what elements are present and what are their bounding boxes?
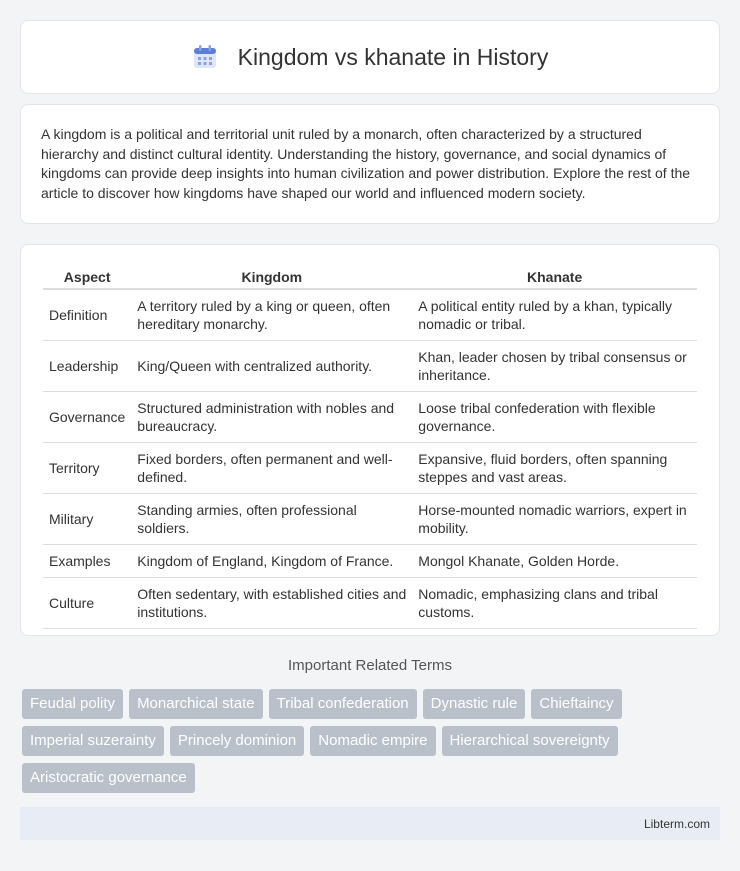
footer [20, 807, 720, 840]
related-terms-title: Important Related Terms [288, 657, 452, 674]
cell-aspect: Examples [43, 545, 131, 578]
cell-aspect: Culture [43, 578, 131, 629]
cell-kingdom: Fixed borders, often permanent and well-defined. [131, 443, 412, 494]
related-term-tag[interactable]: Nomadic empire [310, 726, 435, 756]
cell-aspect: Territory [43, 443, 131, 494]
calendar-icon [192, 44, 218, 70]
cell-kingdom: King/Queen with centralized authority. [131, 341, 412, 392]
cell-khanate: A political entity ruled by a khan, typically nomadic or tribal. [412, 290, 697, 341]
cell-kingdom: Kingdom of England, Kingdom of France. [131, 545, 412, 578]
cell-khanate: Expansive, fluid borders, often spanning steppes and vast areas. [412, 443, 697, 494]
related-term-tag[interactable]: Hierarchical sovereignty [442, 726, 618, 756]
cell-khanate: Loose tribal confederation with flexible governance. [412, 392, 697, 443]
comparison-table [43, 265, 697, 629]
cell-khanate: Horse-mounted nomadic warriors, expert in mobility. [412, 494, 697, 545]
cell-kingdom: A territory ruled by a king or queen, often hereditary monarchy. [131, 290, 412, 341]
related-terms-list [22, 689, 722, 793]
table-row [43, 392, 697, 443]
footer-site-link[interactable]: Libterm.com [643, 816, 710, 831]
related-term-tag[interactable]: Dynastic rule [423, 689, 526, 719]
intro-text: A kingdom is a political and territorial unit ruled by a monarch, often characterized by a structured hierarchy and distinct cultural identity. Understanding the history, governance, and social dynamics of kingdoms can provide deep insights into human civilization and power distribution. Explore the rest of the article to discover how kingdoms have shaped our world and influenced modern society. [41, 126, 691, 201]
title-card [20, 20, 720, 94]
table-header-row [43, 265, 697, 290]
header-khanate: Khanate [412, 265, 697, 290]
table-row [43, 341, 697, 392]
table-row [43, 578, 697, 629]
cell-aspect: Military [43, 494, 131, 545]
header-aspect: Aspect [43, 265, 131, 290]
cell-khanate: Khan, leader chosen by tribal consensus or inheritance. [412, 341, 697, 392]
cell-aspect: Leadership [43, 341, 131, 392]
related-term-tag[interactable]: Tribal confederation [269, 689, 417, 719]
comparison-table-card [20, 244, 720, 636]
cell-kingdom: Standing armies, often professional soldiers. [131, 494, 412, 545]
cell-kingdom: Structured administration with nobles and bureaucracy. [131, 392, 412, 443]
table-row [43, 443, 697, 494]
related-term-tag[interactable]: Imperial suzerainty [22, 726, 164, 756]
table-row [43, 290, 697, 341]
page-title: Kingdom vs khanate in History [237, 43, 549, 70]
header-kingdom: Kingdom [131, 265, 412, 290]
cell-aspect: Governance [43, 392, 131, 443]
related-term-tag[interactable]: Monarchical state [129, 689, 263, 719]
related-term-tag[interactable]: Chieftaincy [531, 689, 621, 719]
table-row [43, 545, 697, 578]
related-term-tag[interactable]: Feudal polity [22, 689, 123, 719]
cell-khanate: Mongol Khanate, Golden Horde. [412, 545, 697, 578]
related-term-tag[interactable]: Princely dominion [170, 726, 304, 756]
table-row [43, 494, 697, 545]
cell-aspect: Definition [43, 290, 131, 341]
intro-card [20, 104, 720, 224]
related-term-tag[interactable]: Aristocratic governance [22, 763, 195, 793]
cell-kingdom: Often sedentary, with established cities and institutions. [131, 578, 412, 629]
cell-khanate: Nomadic, emphasizing clans and tribal customs. [412, 578, 697, 629]
